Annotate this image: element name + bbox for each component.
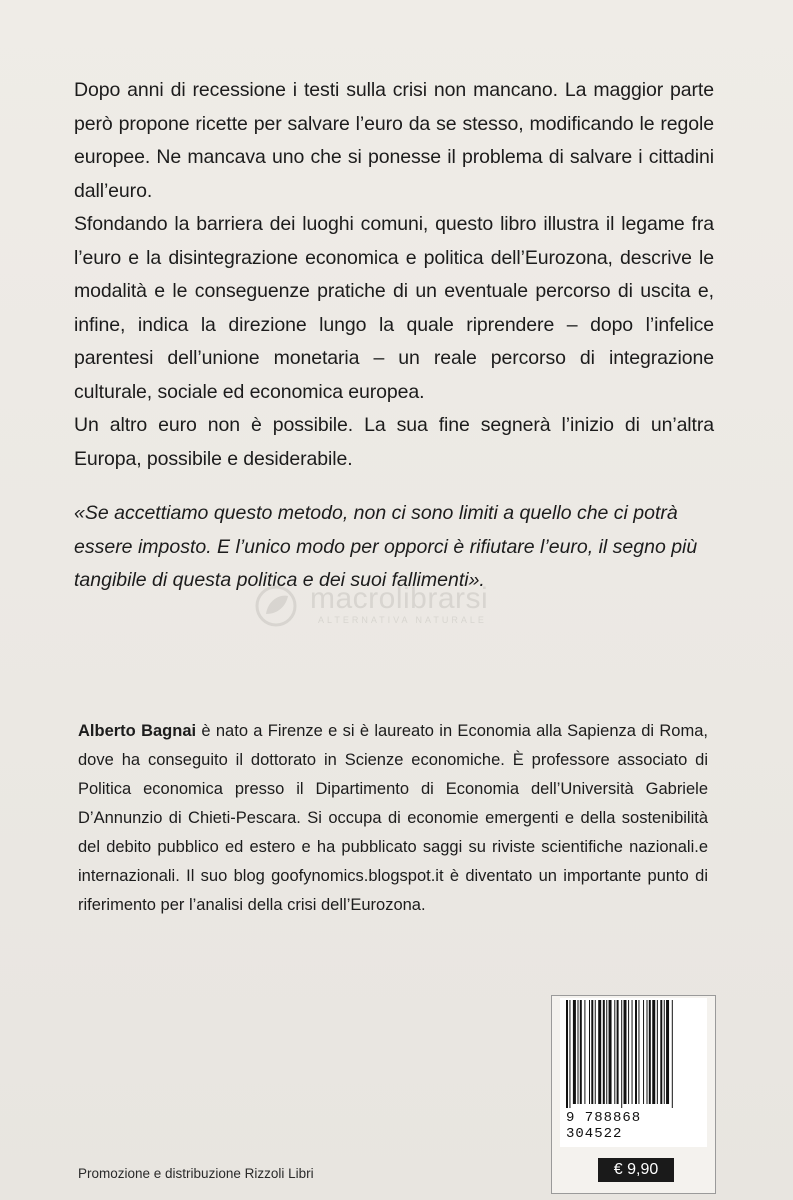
barcode-bar [569,1000,570,1108]
barcode-bar [595,1000,596,1104]
barcode-bar [660,1000,662,1104]
watermark [252,582,552,632]
price-label: € 9,90 [598,1158,674,1182]
barcode-bar [624,1000,627,1104]
author-bio [78,717,708,920]
blurb-section [74,74,714,476]
barcode-bar [609,1000,612,1104]
watermark-name: macrolibrarsi [310,582,489,615]
barcode-bar [580,1000,582,1104]
barcode-bar [606,1000,607,1104]
barcode-bar [617,1000,619,1104]
watermark-tagline: ALTERNATIVA NATURALE [318,615,487,625]
blurb-paragraph-1: Dopo anni di recessione i testi sulla crisi non mancano. La maggior parte però propone ricette per salvare l’euro da se stesso, modificando le regole europee. Ne mancava uno che si ponesse il problema di salvare i cittadini dall’euro. [74,79,714,202]
quote-text: «Se accettiamo questo metodo, non ci sono limiti a quello che ci potrà essere imposto. E l’unico modo per opporci è rifiutare l’euro, il segno più tangibile di questa politica e dei suoi fallimenti». [74,502,698,591]
barcode-bar [672,1000,673,1108]
bio-paragraph [78,717,708,920]
isbn-number: 9 788868 304522 [566,1110,642,1142]
barcode-bar [589,1000,590,1104]
barcode-bar [603,1000,605,1104]
barcode-bar [573,1000,576,1104]
blurb-paragraph-2: Sfondando la barriera dei luoghi comuni, questo libro illustra il legame fra l’euro e la disintegrazione economica e politica dell’Eurozona, descrive le modalità e le conseguenze pratiche di un eventuale percorso di uscita e, infine, indica la direzione lungo la quale riprendere – dopo l’infelice parentesi dell’unione monetaria – un reale percorso di integrazione culturale, sociale ed economica europea. [74,213,714,403]
barcode-bar [657,1000,658,1104]
barcode-bar [652,1000,655,1104]
barcode-bar [643,1000,644,1104]
author-name: Alberto Bagnai [78,722,197,740]
barcode-bar [649,1000,651,1104]
barcode-bar [614,1000,615,1104]
barcode-bar [647,1000,648,1104]
barcode-bar [578,1000,579,1104]
barcode-bar [584,1000,585,1104]
barcode-bar [638,1000,639,1104]
barcode-bar [635,1000,637,1104]
barcode-bar [632,1000,633,1104]
barcode-bar [664,1000,665,1104]
barcode-bar [566,1000,568,1108]
bio-text: è nato a Firenze e si è laureato in Economia alla Sapienza di Roma, dove ha conseguito il dottorato in Scienze economiche. È professore associato di Politica economica presso il Dipartimento di Economia dell’Università Gabriele D’Annunzio di Chieti-Pescara. Si occupa di economie emergenti e della sostenibilità del debito pubblico ed estero e ha pubblicato saggi su riviste scientifiche nazionali.e internazionali. Il suo blog goofynomics.blogspot.it è diventato un importante punto di riferimento per l’analisi della crisi dell’Eurozona. [78,722,708,914]
barcode-bar [666,1000,669,1104]
blurb-paragraph-3: Un altro euro non è possibile. La sua fine segnerà l’inizio di un’altra Europa, possibile e desiderabile. [74,414,714,470]
leaf-logo-icon [252,584,300,628]
barcode [564,1000,704,1108]
barcode-bar [591,1000,593,1104]
barcode-bar [598,1000,601,1104]
barcode-bar [628,1000,629,1104]
barcode-box [551,995,716,1194]
barcode-bar [621,1000,622,1108]
distribution-note: Promozione e distribuzione Rizzoli Libri [78,1166,314,1181]
